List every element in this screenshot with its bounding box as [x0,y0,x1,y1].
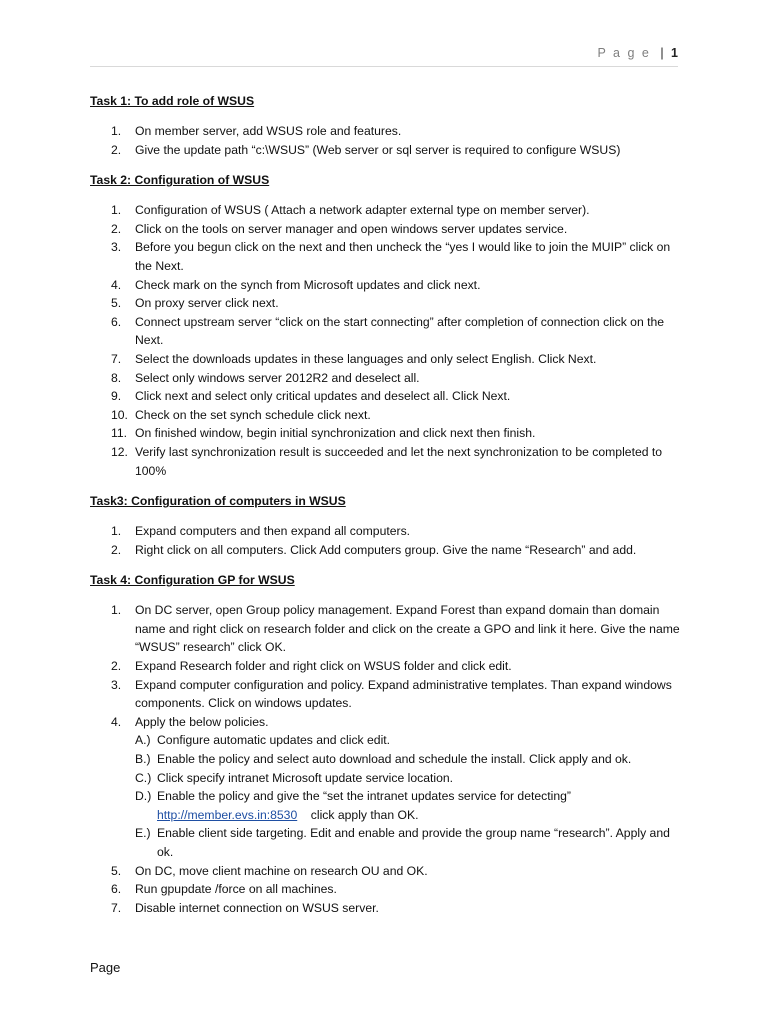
step-item [90,657,680,676]
page-footer: Page [90,960,121,975]
step-text: On finished window, begin initial synchronization and click next then finish. [135,426,536,441]
step-number: 3. [111,677,122,692]
step-text: Select only windows server 2012R2 and deselect all. [135,370,420,385]
step-text: Give the update path “c:\WSUS” (Web server or sql server is required to configure WSUS) [135,142,621,157]
step-item [90,350,680,369]
step-text: On proxy server click next. [135,296,279,311]
step-number: 1. [111,203,122,218]
sub-step-text: Enable client side targeting. Edit and enable and provide the group name “research”. Apply and ok. [157,826,670,859]
sub-step-item [135,824,680,861]
intranet-update-link[interactable]: http://member.evs.in:8530 [157,807,298,822]
step-number: 5. [111,863,122,878]
step-text: Apply the below policies. [135,714,269,729]
step-text: On DC server, open Group policy management. Expand Forest than expand domain than domain name and right click on research folder and click on the create a GPO and link it here. Give the name “WSUS” research” click OK. [135,603,680,655]
step-item [90,238,680,275]
step-number: 5. [111,296,122,311]
step-text: Disable internet connection on WSUS server. [135,900,379,915]
step-number: 2. [111,659,122,674]
step-text: Check on the set synch schedule click next. [135,407,371,422]
step-item [90,220,680,239]
step-item [90,522,680,541]
page-number: 1 [671,46,678,60]
page-label: P a g e [597,46,651,60]
sub-step-text: Configure automatic updates and click edit. [157,733,391,748]
step-number: 12. [111,444,128,459]
step-text: Expand computer configuration and policy. Expand administrative templates. Than expand windows components. Click on windows updates. [135,677,672,711]
step-item [90,713,680,862]
step-number: 4. [111,277,122,292]
step-item [90,369,680,388]
sub-step-text-after-link: click apply than OK. [297,807,419,822]
step-item [90,141,680,160]
sub-step-item [135,750,680,769]
step-item [90,601,680,657]
page-separator: | [660,46,664,60]
step-text: Check mark on the synch from Microsoft updates and click next. [135,277,481,292]
step-text: Run gpupdate /force on all machines. [135,882,337,897]
step-item [90,880,680,899]
step-item [90,276,680,295]
step-number: 9. [111,389,122,404]
step-text: Verify last synchronization result is succeeded and let the next synchronization to be completed to 100% [135,444,663,478]
sub-step-item [135,731,680,750]
step-item [90,294,680,313]
step-text: Expand computers and then expand all computers. [135,524,411,539]
page-header [90,46,678,67]
step-item [90,541,680,560]
task-steps [90,122,680,159]
task-title: Task 2: Configuration of WSUS [90,173,270,188]
task-steps [90,601,680,917]
task-steps [90,201,680,480]
step-number: 8. [111,370,122,385]
step-item [90,313,680,350]
step-text: Configuration of WSUS ( Attach a network adapter external type on member server). [135,203,590,218]
step-text: Select the downloads updates in these languages and only select English. Click Next. [135,351,597,366]
task-title: Task3: Configuration of computers in WSUS [90,494,346,509]
step-number: 2. [111,142,122,157]
step-number: 1. [111,124,122,138]
step-text: On DC, move client machine on research OU and OK. [135,863,428,878]
step-text: Expand Research folder and right click on WSUS folder and click edit. [135,659,512,674]
step-text: On member server, add WSUS role and features. [135,124,402,138]
step-item [90,201,680,220]
step-text: Click next and select only critical updates and deselect all. Click Next. [135,389,511,404]
step-number: 3. [111,240,122,255]
step-number: 7. [111,351,122,366]
step-number: 1. [111,524,122,539]
step-text: Connect upstream server “click on the start connecting” after completion of connection click on the Next. [135,314,665,348]
step-number: 10. [111,407,128,422]
step-item [90,676,680,713]
step-number: 2. [111,542,122,557]
step-number: 6. [111,882,122,897]
step-text: Click on the tools on server manager and open windows server updates service. [135,221,568,236]
step-item [90,387,680,406]
sub-step-letter: C.) [135,770,152,785]
task-title: Task 1: To add role of WSUS [90,94,255,108]
step-item [90,406,680,425]
step-number: 4. [111,714,122,729]
step-number: 6. [111,314,122,329]
step-item [90,862,680,881]
step-number: 11. [111,426,128,441]
step-text: Before you begun click on the next and then uncheck the “yes I would like to join the MUIP” click on the Next. [135,240,671,273]
step-item [90,443,680,480]
step-item [90,122,680,141]
sub-step-letter: E.) [135,826,151,841]
sub-step-letter: B.) [135,752,151,767]
sub-step-letter: D.) [135,789,152,804]
sub-step-text: Enable the policy and select auto download and schedule the install. Click apply and ok. [157,752,632,767]
sub-step-text: Click specify intranet Microsoft update service location. [157,770,454,785]
sub-step-letter: A.) [135,733,151,748]
document-body [90,92,680,929]
sub-step-item [135,787,680,824]
step-number: 2. [111,221,122,236]
task-steps [90,522,680,559]
task-title: Task 4: Configuration GP for WSUS [90,573,295,588]
step-number: 1. [111,603,122,618]
step-number: 7. [111,900,122,915]
sub-step-item [135,769,680,788]
sub-steps [135,731,680,861]
sub-step-text: Enable the policy and give the “set the intranet updates service for detecting” [157,789,571,804]
step-item [90,899,680,918]
step-item [90,424,680,443]
step-text: Right click on all computers. Click Add computers group. Give the name “Research” and add. [135,542,637,557]
